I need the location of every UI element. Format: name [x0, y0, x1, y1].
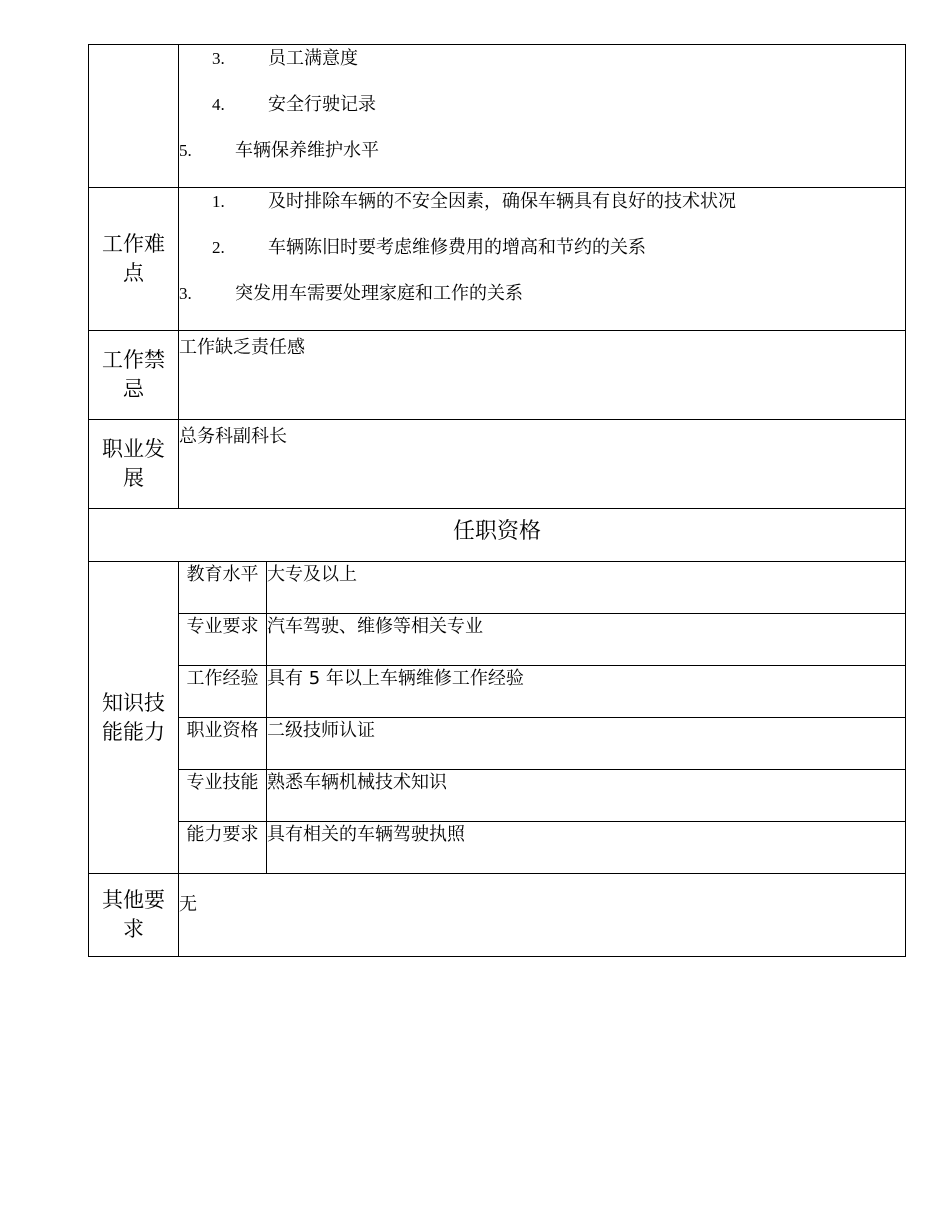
- career-label: 职业发展: [89, 420, 179, 509]
- knowledge-label: 知识技能能力: [89, 562, 179, 874]
- taboo-value: 工作缺乏责任感: [179, 331, 906, 420]
- other-row: [89, 874, 906, 957]
- certification-value: 二级技师认证: [267, 718, 906, 770]
- certification-label: 职业资格: [179, 718, 267, 770]
- qualification-title-row: [89, 509, 906, 562]
- knowledge-row: [89, 614, 906, 666]
- list-item: 2. 车辆陈旧时要考虑维修费用的增高和节约的关系: [212, 237, 646, 258]
- career-value: 总务科副科长: [179, 420, 906, 509]
- education-value: 大专及以上: [267, 562, 906, 614]
- education-label: 教育水平: [179, 562, 267, 614]
- other-value: 无: [179, 874, 906, 957]
- skill-label: 专业技能: [179, 770, 267, 822]
- list-item: 1. 及时排除车辆的不安全因素，确保车辆具有良好的技术状况: [212, 191, 736, 212]
- experience-label: 工作经验: [179, 666, 267, 718]
- other-label: 其他要求: [89, 874, 179, 957]
- ability-value: 具有相关的车辆驾驶执照: [267, 822, 906, 874]
- difficulty-label: 工作难点: [89, 188, 179, 331]
- skill-value: 熟悉车辆机械技术知识: [267, 770, 906, 822]
- list-item: 3. 员工满意度: [212, 48, 358, 69]
- experience-value: 具有 5 年以上车辆维修工作经验: [267, 666, 906, 718]
- taboo-row: [89, 331, 906, 420]
- knowledge-row: [89, 718, 906, 770]
- knowledge-row: [89, 770, 906, 822]
- indicator-row: [89, 45, 906, 188]
- job-description-page: [88, 44, 906, 957]
- knowledge-row: [89, 666, 906, 718]
- knowledge-row: [89, 562, 906, 614]
- difficulty-row: [89, 188, 906, 331]
- knowledge-row: [89, 822, 906, 874]
- indicator-label-cell: [89, 45, 179, 188]
- major-value: 汽车驾驶、维修等相关专业: [267, 614, 906, 666]
- ability-label: 能力要求: [179, 822, 267, 874]
- list-item: 5. 车辆保养维护水平: [179, 140, 379, 161]
- difficulty-list: [179, 188, 906, 331]
- list-item: 4. 安全行驶记录: [212, 94, 376, 115]
- indicator-list: [179, 45, 906, 188]
- job-description-table: [88, 44, 906, 957]
- qualification-title: 任职资格: [89, 509, 906, 562]
- career-row: [89, 420, 906, 509]
- list-item: 3. 突发用车需要处理家庭和工作的关系: [179, 283, 523, 304]
- taboo-label: 工作禁忌: [89, 331, 179, 420]
- major-label: 专业要求: [179, 614, 267, 666]
